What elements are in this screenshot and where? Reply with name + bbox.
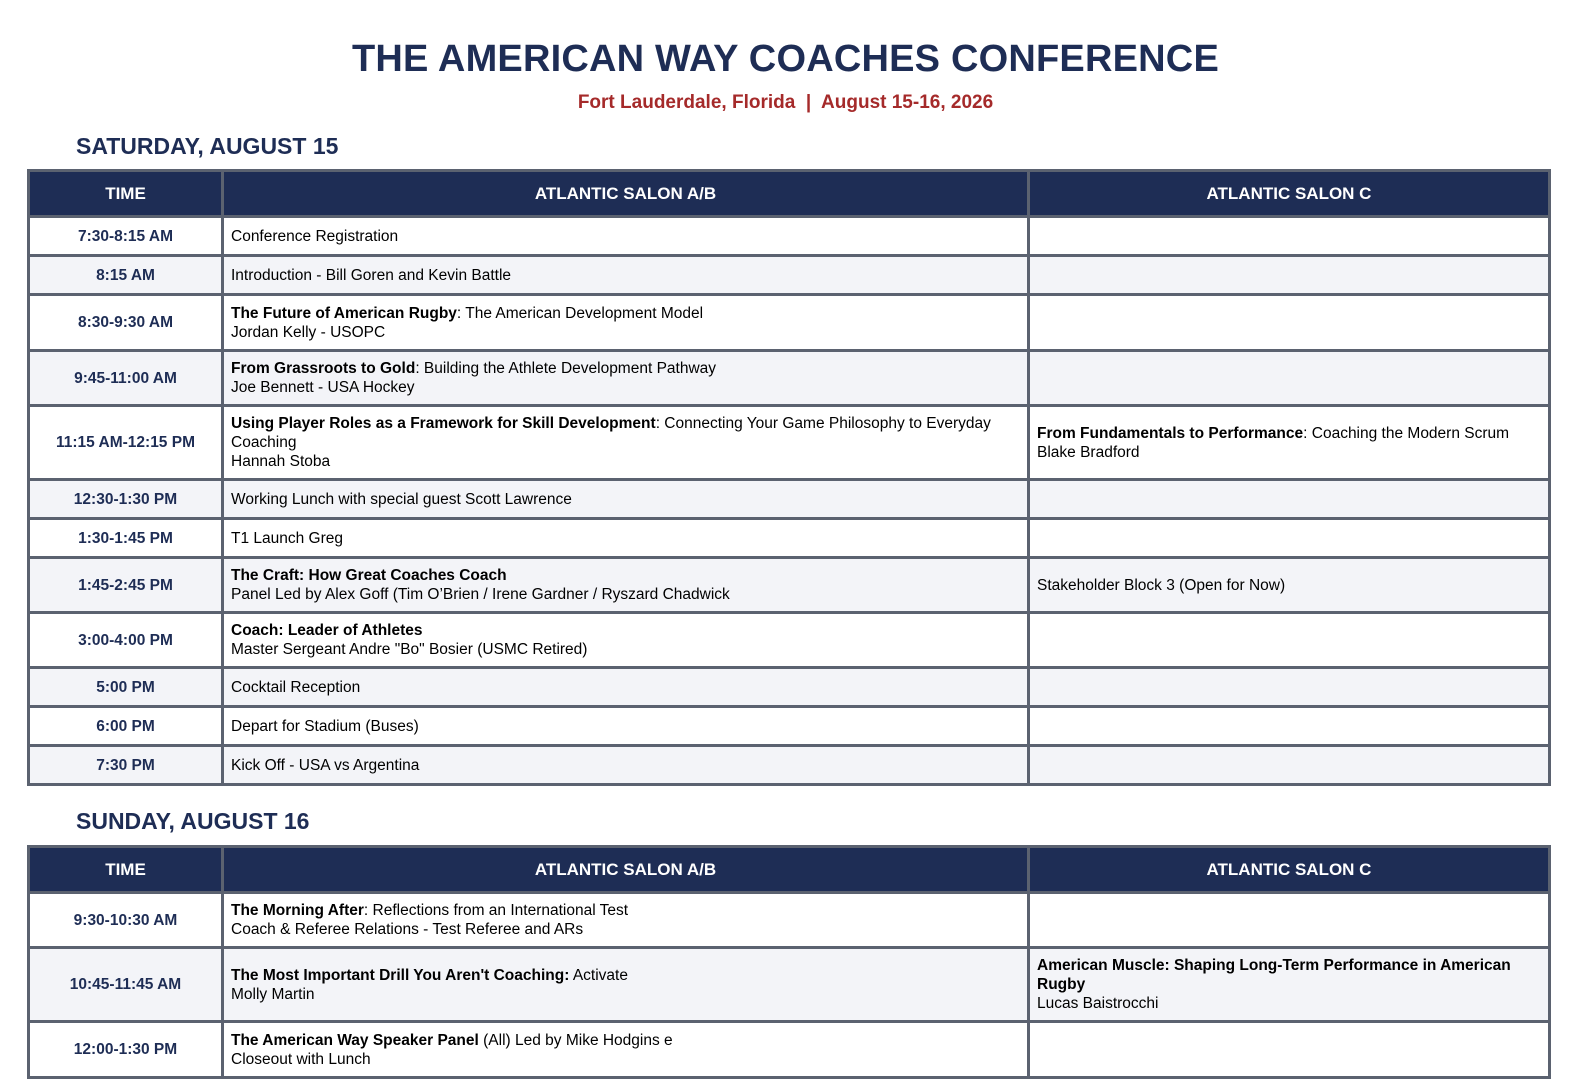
session-subtitle: : Connecting Your Game Philosophy to Everyday Coaching [231,415,991,451]
session-subtitle: T1 Launch Greg [231,529,344,547]
session-title-line [231,359,1020,378]
session-title: Using Player Roles as a Framework for Skill Development [231,415,656,432]
salon-ab-cell [223,217,1029,256]
table-row [29,519,1550,558]
salon-ab-cell [223,613,1029,668]
session-title: The American Way Speaker Panel [231,1031,479,1049]
table-row [29,746,1550,785]
column-header-salon-c: ATLANTIC SALON C [1029,171,1550,217]
salon-c-cell [1029,295,1550,351]
table-row [29,480,1550,519]
session-title-line [231,304,1020,323]
session-title-line [1037,956,1541,994]
time-cell: 8:30-9:30 AM [29,295,223,351]
table-row [29,256,1550,295]
salon-ab-cell [223,519,1029,558]
session-title-line [1037,576,1541,595]
time-cell: 1:45-2:45 PM [29,558,223,613]
session-title-line [231,756,1020,775]
session-subtitle: Kick Off - USA vs Argentina [231,756,420,774]
table-row [29,613,1550,668]
session-title: The Morning After [231,902,364,919]
session-subtitle: Activate [569,966,628,984]
session-subtitle: Working Lunch with special guest Scott Lawrence [231,490,572,508]
salon-ab-cell [223,256,1029,295]
salon-ab-cell [223,406,1029,480]
salon-c-cell [1029,519,1550,558]
session-title-line [231,414,1020,452]
table-row [29,948,1550,1022]
salon-ab-cell [223,707,1029,746]
time-cell: 6:00 PM [29,707,223,746]
time-cell: 9:30-10:30 AM [29,893,223,948]
column-header-time: TIME [29,847,223,893]
page-title: THE AMERICAN WAY COACHES CONFERENCE [351,38,1219,80]
page-subtitle: Fort Lauderdale, Florida | August 15-16, 2026 [577,92,994,113]
time-cell: 11:15 AM-12:15 PM [29,406,223,480]
session-title: From Fundamentals to Performance [1037,424,1304,442]
time-cell: 12:00-1:30 PM [29,1022,223,1078]
session-speaker: Lucas Baistrocchi [1037,995,1159,1012]
session-title-line [231,966,1020,985]
session-speaker: Closeout with Lunch [231,1050,371,1068]
salon-c-cell [1029,1022,1550,1078]
salon-c-cell [1029,613,1550,668]
session-title-line [231,266,1020,285]
session-title-line [231,227,1020,246]
session-speaker: Molly Martin [231,985,315,1003]
schedule-table-saturday [27,169,1551,786]
session-title-line [231,490,1020,509]
salon-c-cell [1029,893,1550,948]
salon-ab-cell [223,295,1029,351]
salon-ab-cell [223,948,1029,1022]
table-row [29,406,1550,480]
salon-c-cell [1029,256,1550,295]
salon-c-cell [1029,948,1550,1022]
session-subtitle: : The American Development Model [456,304,704,322]
session-title: American Muscle: Shaping Long-Term Performance in American Rugby [1037,957,1511,993]
table-row [29,707,1550,746]
salon-c-cell [1029,707,1550,746]
session-subtitle: Introduction - Bill Goren and Kevin Battle [231,266,512,284]
session-title-line [231,1031,1020,1050]
session-speaker: Panel Led by Alex Goff (Tim O’Brien / Irene Gardner / Ryszard Chadwick [231,586,730,603]
table-header-row [29,847,1550,893]
session-title-line [231,529,1020,548]
session-title: From Grassroots to Gold [231,360,416,377]
salon-c-cell [1029,351,1550,406]
session-speaker: Hannah Stoba [231,453,331,470]
session-title-line [231,621,1020,640]
salon-ab-cell [223,558,1029,613]
salon-c-cell [1029,668,1550,707]
time-cell: 8:15 AM [29,256,223,295]
column-header-time: TIME [29,171,223,217]
table-row [29,351,1550,406]
session-title: The Most Important Drill You Aren't Coaching: [231,966,570,984]
table-row [29,217,1550,256]
session-subtitle: Conference Registration [231,227,399,245]
salon-c-cell [1029,746,1550,785]
table-row [29,558,1550,613]
table-row [29,668,1550,707]
session-subtitle: : Coaching the Modern Scrum [1303,424,1510,442]
salon-c-cell [1029,406,1550,480]
time-cell: 1:30-1:45 PM [29,519,223,558]
session-subtitle: Cocktail Reception [231,678,361,696]
session-subtitle: Depart for Stadium (Buses) [231,717,419,735]
session-speaker: Jordan Kelly - USOPC [231,323,386,341]
session-title-line [1037,424,1541,443]
salon-ab-cell [223,746,1029,785]
session-title-line [231,717,1020,736]
session-speaker: Coach & Referee Relations - Test Referee and ARs [231,921,584,938]
session-speaker: Master Sergeant Andre "Bo" Bosier (USMC Retired) [231,641,588,658]
time-cell: 9:45-11:00 AM [29,351,223,406]
table-row [29,295,1550,351]
session-title-line [231,678,1020,697]
salon-ab-cell [223,480,1029,519]
table-row [29,1022,1550,1078]
session-speaker: Blake Bradford [1037,443,1140,461]
time-cell: 5:00 PM [29,668,223,707]
session-title-line [231,566,1020,585]
table-row [29,893,1550,948]
salon-ab-cell [223,351,1029,406]
time-cell: 3:00-4:00 PM [29,613,223,668]
session-title: The Craft: How Great Coaches Coach [231,567,507,584]
session-speaker: Joe Bennett - USA Hockey [231,379,415,396]
column-header-salon-c: ATLANTIC SALON C [1029,847,1550,893]
salon-c-cell [1029,480,1550,519]
salon-ab-cell [223,893,1029,948]
day-heading-sunday: SUNDAY, AUGUST 16 [76,808,310,834]
time-cell: 10:45-11:45 AM [29,948,223,1022]
salon-c-cell [1029,217,1550,256]
table-header-row [29,171,1550,217]
time-cell: 12:30-1:30 PM [29,480,223,519]
day-heading-saturday: SATURDAY, AUGUST 15 [76,133,339,159]
salon-ab-cell [223,1022,1029,1078]
column-header-salon-ab: ATLANTIC SALON A/B [223,171,1029,217]
schedule-table-sunday [27,845,1551,1079]
session-title: Coach: Leader of Athletes [231,622,423,639]
session-subtitle: (All) Led by Mike Hodgins e [478,1031,673,1049]
session-subtitle: : Building the Athlete Development Pathway [415,360,717,377]
salon-ab-cell [223,668,1029,707]
session-title-line [231,901,1020,920]
salon-c-cell [1029,558,1550,613]
session-title: The Future of American Rugby [231,304,457,322]
session-subtitle: : Reflections from an International Test [363,902,629,919]
session-subtitle: Stakeholder Block 3 (Open for Now) [1037,576,1286,594]
column-header-salon-ab: ATLANTIC SALON A/B [223,847,1029,893]
time-cell: 7:30-8:15 AM [29,217,223,256]
time-cell: 7:30 PM [29,746,223,785]
